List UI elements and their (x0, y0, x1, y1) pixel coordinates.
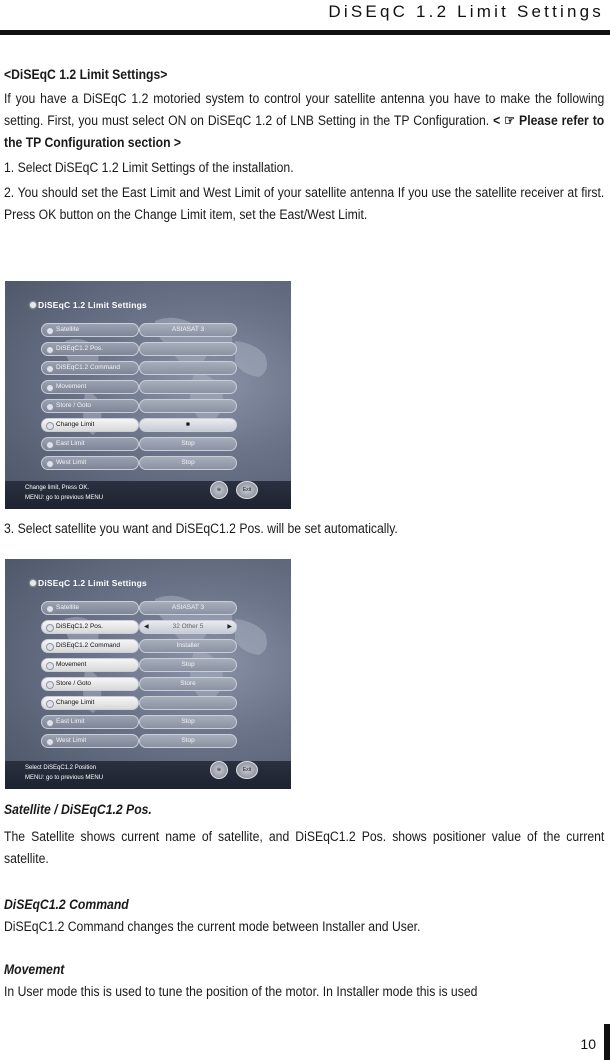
satellite-section (4, 799, 604, 870)
store-goto-value[interactable]: Store (139, 677, 237, 691)
navigation-icon[interactable]: ⊕ (210, 481, 228, 499)
intro-section (4, 64, 604, 226)
menu-item-diseqc-pos[interactable]: DiSEqC1.2 Pos. (41, 342, 139, 356)
menu-item-store-goto[interactable]: Store / Goto (41, 677, 139, 691)
help-line-1: Change limit, Press OK. (25, 485, 90, 491)
intro-paragraph-text: If you have a DiSEqC 1.2 motoried system to control your satellite antenna you have to make the following setting. First, you must select ON on DiSEqC 1.2 of LNB Setting in the TP Configuration. (4, 91, 605, 129)
menu-item-east-limit[interactable]: East Limit (41, 437, 139, 451)
page-number: 10 (580, 1036, 596, 1052)
title-bullet-icon (30, 302, 36, 308)
screen-title: DiSEqC 1.2 Limit Settings (38, 300, 147, 310)
menu-item-west-limit[interactable]: West Limit (41, 456, 139, 470)
running-header: DiSEqC 1.2 Limit Settings (328, 2, 604, 21)
arrow-left-icon[interactable]: ◀ (144, 624, 149, 630)
screenshot-limit-settings-1 (5, 281, 291, 509)
diseqc-pos-value[interactable] (139, 342, 237, 356)
arrow-right-icon[interactable]: ▶ (227, 624, 232, 630)
menu-item-store-goto[interactable]: Store / Goto (41, 399, 139, 413)
command-heading: DiSEqC1.2 Command (4, 897, 129, 913)
east-limit-value[interactable]: Stop (139, 715, 237, 729)
menu-item-diseqc-command[interactable]: DiSEqC1.2 Command (41, 361, 139, 375)
step-2: 2. You should set the East Limit and West Limit of your satellite antenna If you use the satellite receiver at first. Press OK button on the Change Limit item, set the East/West Limit. (4, 185, 605, 223)
change-limit-value[interactable]: ■ (139, 418, 237, 432)
navigation-icon[interactable]: ⊕ (210, 761, 228, 779)
diseqc-pos-selector[interactable] (139, 620, 237, 634)
step-3-block (4, 518, 604, 540)
menu-item-diseqc-pos[interactable]: DiSEqC1.2 Pos. (41, 620, 139, 634)
east-limit-value[interactable]: Stop (139, 437, 237, 451)
diseqc-command-value[interactable] (139, 361, 237, 375)
movement-value[interactable] (139, 380, 237, 394)
movement-heading: Movement (4, 962, 65, 978)
help-line-2: MENU: go to previous MENU (25, 495, 104, 501)
exit-button[interactable]: Exit (236, 481, 258, 499)
movement-section (4, 959, 604, 1003)
menu-item-change-limit[interactable]: Change Limit (41, 696, 139, 710)
menu-item-diseqc-command[interactable]: DiSEqC1.2 Command (41, 639, 139, 653)
menu-item-west-limit[interactable]: West Limit (41, 734, 139, 748)
west-limit-value[interactable]: Stop (139, 734, 237, 748)
change-limit-value[interactable] (139, 696, 237, 710)
step-3: 3. Select satellite you want and DiSEqC1.2 Pos. will be set automatically. (4, 521, 398, 537)
satellite-text: The Satellite shows current name of satellite, and DiSEqC1.2 Pos. shows positioner value of the current satellite. (4, 829, 605, 867)
satellite-value[interactable]: ASIASAT 3 (139, 601, 237, 615)
menu-item-satellite[interactable]: Satellite (41, 323, 139, 337)
west-limit-value[interactable]: Stop (139, 456, 237, 470)
exit-button[interactable]: Exit (236, 761, 258, 779)
store-goto-value[interactable] (139, 399, 237, 413)
help-line-1: Select DiSEqC1.2 Position (25, 765, 97, 771)
satellite-value[interactable]: ASIASAT 3 (139, 323, 237, 337)
menu-item-movement[interactable]: Movement (41, 658, 139, 672)
command-text: DiSEqC1.2 Command changes the current mode between Installer and User. (4, 919, 421, 935)
screen-title: DiSEqC 1.2 Limit Settings (38, 578, 147, 588)
screenshot-limit-settings-2 (5, 559, 291, 789)
diseqc-command-value[interactable]: Installer (139, 639, 237, 653)
command-section (4, 894, 604, 938)
menu-item-satellite[interactable]: Satellite (41, 601, 139, 615)
help-line-2: MENU: go to previous MENU (25, 775, 104, 781)
section-heading: <DiSEqC 1.2 Limit Settings> (4, 67, 168, 83)
satellite-heading: Satellite / DiSEqC1.2 Pos. (4, 802, 152, 818)
menu-item-east-limit[interactable]: East Limit (41, 715, 139, 729)
header-rule (0, 30, 610, 35)
menu-item-movement[interactable]: Movement (41, 380, 139, 394)
step-1: 1. Select DiSEqC 1.2 Limit Settings of the installation. (4, 160, 294, 176)
menu-item-change-limit[interactable]: Change Limit (41, 418, 139, 432)
world-map-background (5, 559, 291, 789)
world-map-background (5, 281, 291, 509)
movement-text: In User mode this is used to tune the position of the motor. In Installer mode this is used (4, 984, 478, 1000)
movement-value[interactable]: Stop (139, 658, 237, 672)
title-bullet-icon (30, 580, 36, 586)
page-edge-tab (604, 1024, 610, 1060)
intro-paragraph (4, 88, 604, 154)
tp-config-reference: < ☞ Please refer to the TP Configuration section > (4, 113, 605, 151)
diseqc-pos-value: 32 Other 5 (172, 623, 204, 630)
